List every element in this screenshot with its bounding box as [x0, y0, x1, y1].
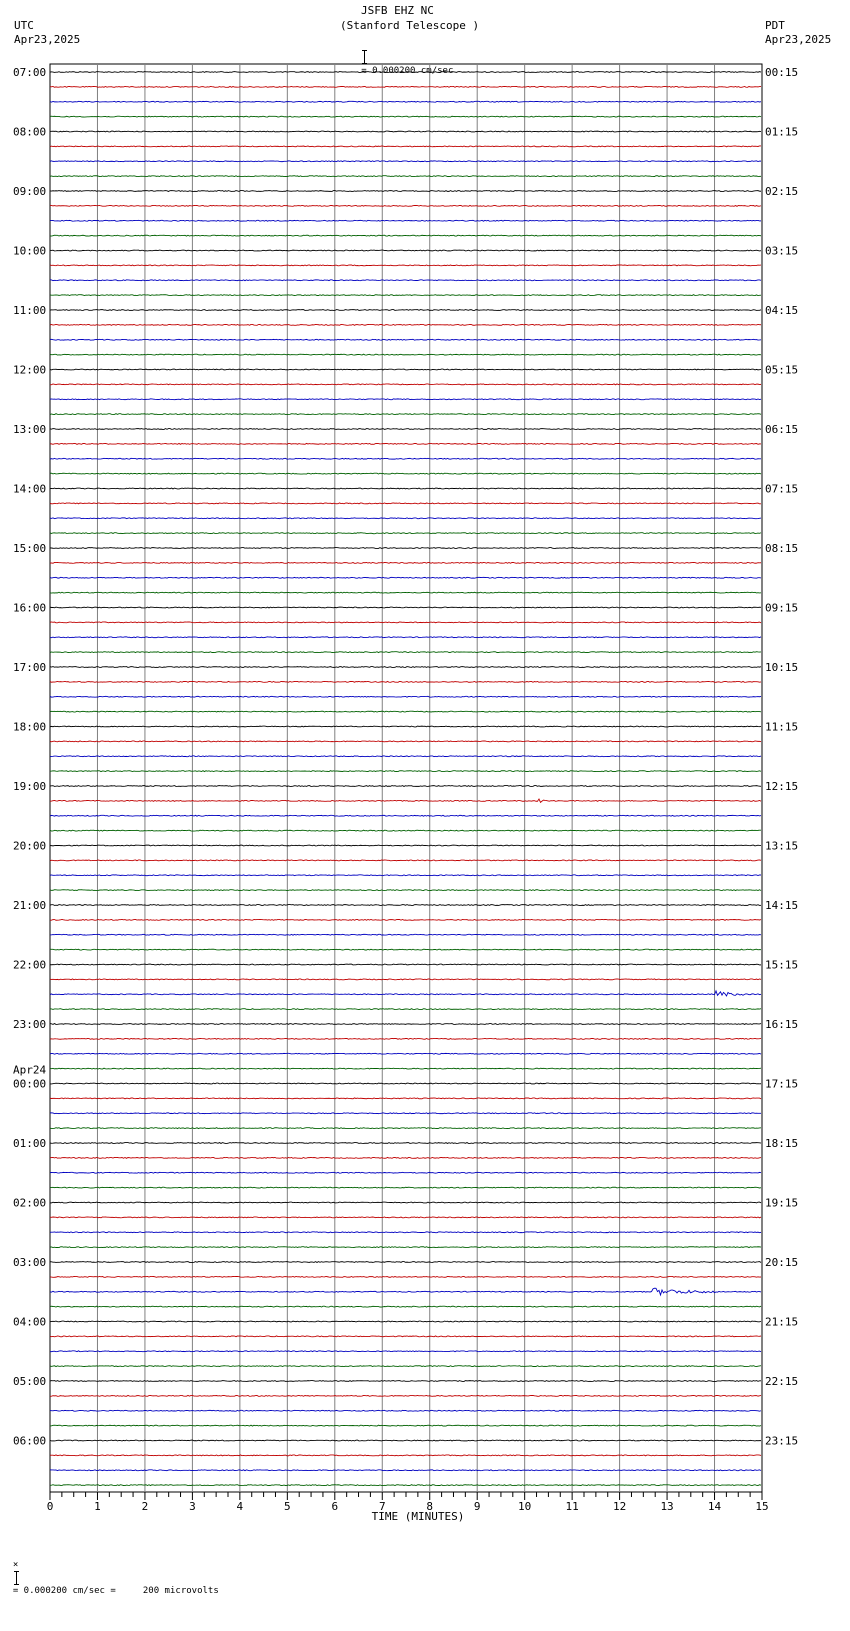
- seismic-trace: [50, 1053, 761, 1054]
- utc-hour-label: 09:00: [13, 185, 47, 198]
- x-tick-label: 15: [755, 1500, 769, 1513]
- scale-text: = 0.000200 cm/sec: [361, 66, 454, 76]
- pdt-hour-label: 01:15: [765, 125, 799, 139]
- seismic-trace: [50, 786, 761, 787]
- pdt-hour-label: 10:15: [765, 661, 799, 674]
- seismic-trace: [50, 533, 761, 534]
- x-tick-label: 13: [660, 1500, 674, 1513]
- seismic-trace: [50, 830, 761, 831]
- utc-hour-label: 23:00: [13, 1018, 47, 1031]
- utc-hour-label: 04:00: [13, 1315, 47, 1329]
- seismic-trace: [50, 518, 761, 519]
- pdt-hour-label: 12:15: [765, 780, 799, 793]
- utc-hour-label: 01:00: [13, 1137, 47, 1150]
- seismic-trace: [50, 1202, 761, 1203]
- seismic-trace: [50, 1187, 761, 1188]
- seismic-trace: [50, 116, 761, 117]
- pdt-hour-label: 00:15: [765, 66, 799, 79]
- x-tick-label: 8: [426, 1500, 434, 1513]
- seismic-trace: [50, 711, 761, 712]
- pdt-hour-label: 11:15: [765, 720, 799, 734]
- x-tick-label: 0: [46, 1500, 54, 1513]
- seismic-trace: [50, 652, 761, 653]
- seismic-trace: [50, 949, 761, 950]
- seismic-trace: [50, 131, 761, 132]
- subtitle: (Stanford Telescope ): [340, 19, 480, 32]
- title: JSFB EHZ NC: [361, 4, 434, 17]
- x-tick-label: 12: [612, 1500, 627, 1513]
- seismic-trace: [50, 548, 761, 549]
- seismic-trace: [50, 577, 761, 578]
- x-tick-label: 5: [284, 1500, 291, 1513]
- utc-hour-label: 05:00: [13, 1375, 47, 1388]
- seismic-trace: [50, 681, 761, 682]
- seismic-trace: [50, 1485, 761, 1486]
- seismic-trace: [50, 280, 761, 281]
- x-tick-label: 6: [331, 1500, 339, 1513]
- seismic-trace: [50, 310, 761, 311]
- x-tick-label: 11: [565, 1500, 579, 1513]
- seismic-trace: [50, 622, 761, 623]
- utc-hour-label: 07:00: [13, 66, 47, 79]
- utc-hour-label: 15:00: [13, 542, 47, 555]
- footer-scale: [2, 1547, 219, 1597]
- pdt-hour-label: 02:15: [765, 185, 799, 198]
- utc-hour-label: 03:00: [13, 1256, 47, 1269]
- seismic-trace: [50, 339, 761, 340]
- seismic-trace: [50, 295, 761, 296]
- pdt-hour-label: 04:15: [765, 304, 799, 317]
- seismic-trace: [50, 1143, 761, 1144]
- seismic-trace: [50, 1083, 761, 1084]
- utc-hour-label: 13:00: [13, 423, 47, 436]
- seismic-trace: [50, 1068, 761, 1069]
- seismic-trace: [50, 875, 761, 876]
- seismic-trace: [50, 1470, 761, 1471]
- seismic-trace: [50, 1232, 761, 1233]
- seismic-trace: [50, 726, 761, 727]
- seismic-trace: [50, 1024, 761, 1025]
- seismic-trace: [50, 771, 761, 772]
- utc-hour-label: 10:00: [13, 244, 47, 258]
- seismic-trace: [50, 1306, 761, 1307]
- seismic-trace: [50, 86, 761, 87]
- seismic-trace: [50, 473, 761, 474]
- seismic-trace: [50, 205, 761, 206]
- seismic-trace: [50, 934, 761, 935]
- left-date: Apr23,2025: [14, 33, 81, 46]
- pdt-hour-label: 08:15: [765, 542, 799, 555]
- right-date: Apr23,2025: [765, 33, 832, 46]
- pdt-hour-label: 18:15: [765, 1137, 799, 1150]
- seismic-trace: [50, 250, 761, 251]
- seismic-trace: [50, 1009, 761, 1010]
- seismic-trace: [50, 458, 761, 459]
- seismic-trace: [50, 1098, 761, 1099]
- seismic-trace: [50, 991, 761, 996]
- seismic-trace: [50, 1113, 761, 1114]
- seismic-trace: [50, 1425, 761, 1426]
- seismic-trace: [50, 1172, 761, 1173]
- utc-hour-label: 08:00: [13, 125, 47, 139]
- seismic-trace: [50, 562, 761, 563]
- seismic-trace: [50, 979, 761, 980]
- seismic-trace: [50, 1038, 761, 1039]
- seismic-trace: [50, 1157, 761, 1158]
- pdt-hour-label: 14:15: [765, 899, 799, 912]
- seismic-trace: [50, 443, 761, 444]
- seismic-trace: [50, 905, 761, 906]
- seismic-trace: [50, 592, 761, 593]
- x-tick-label: 7: [378, 1500, 386, 1513]
- seismic-trace: [50, 1351, 761, 1352]
- seismic-trace: [50, 414, 761, 415]
- seismic-trace: [50, 429, 761, 430]
- pdt-hour-label: 03:15: [765, 244, 799, 258]
- seismic-trace: [50, 1247, 761, 1248]
- pdt-hour-label: 21:15: [765, 1315, 799, 1329]
- utc-hour-label: 00:00: [13, 1077, 47, 1091]
- seismic-trace: [50, 696, 761, 697]
- seismic-trace: [50, 146, 761, 147]
- seismic-trace: [50, 101, 761, 102]
- pdt-hour-label: 05:15: [765, 363, 799, 377]
- seismic-trace: [50, 1455, 761, 1456]
- seismic-trace: [50, 845, 761, 846]
- seismic-trace: [50, 1336, 761, 1337]
- left-timezone: UTC: [14, 19, 34, 32]
- footer-scale-text: = 0.000200 cm/sec = 200 microvolts: [12, 1586, 219, 1596]
- seismic-trace: [50, 815, 761, 816]
- utc-hour-label: 17:00: [13, 661, 47, 674]
- utc-hour-label: 22:00: [13, 958, 47, 972]
- seismic-trace: [50, 1217, 761, 1218]
- seismic-trace: [50, 1410, 761, 1411]
- utc-hour-label: 21:00: [13, 899, 47, 912]
- seismic-trace: [50, 1395, 761, 1396]
- pdt-hour-label: 20:15: [765, 1256, 799, 1269]
- pdt-hour-label: 19:15: [765, 1196, 799, 1210]
- utc-hour-label: 20:00: [13, 839, 47, 853]
- pdt-hour-label: 06:15: [765, 423, 799, 436]
- x-tick-label: 4: [236, 1500, 244, 1513]
- plot-frame: [50, 64, 762, 1492]
- pdt-hour-label: 17:15: [765, 1077, 799, 1091]
- utc-hour-label: 19:00: [13, 780, 47, 793]
- seismic-trace: [50, 860, 761, 861]
- utc-hour-label: 14:00: [13, 482, 47, 496]
- seismic-trace: [50, 1366, 761, 1367]
- pdt-hour-label: 09:15: [765, 601, 799, 615]
- seismic-trace: [50, 1262, 761, 1263]
- footer-scale-bar-icon: [13, 1571, 19, 1585]
- seismic-trace: [50, 667, 761, 668]
- seismic-trace: [50, 220, 761, 221]
- seismic-trace: [50, 384, 761, 385]
- pdt-hour-label: 07:15: [765, 482, 799, 496]
- pdt-hour-label: 23:15: [765, 1434, 799, 1448]
- right-timezone: PDT: [765, 19, 785, 32]
- pdt-hour-label: 15:15: [765, 958, 799, 972]
- pdt-hour-label: 16:15: [765, 1018, 799, 1031]
- seismic-trace: [50, 488, 761, 489]
- x-tick-label: 14: [707, 1500, 722, 1513]
- seismic-trace: [50, 503, 761, 504]
- date-change-label: Apr24: [13, 1063, 47, 1077]
- x-tick-label: 9: [473, 1500, 481, 1513]
- seismic-trace: [50, 72, 761, 73]
- seismic-trace: [50, 324, 761, 325]
- seismic-trace: [50, 799, 761, 802]
- utc-hour-label: 16:00: [13, 601, 47, 615]
- seismic-trace: [50, 399, 761, 400]
- seismic-trace: [50, 1276, 761, 1277]
- seismic-trace: [50, 637, 761, 638]
- seismic-trace: [50, 919, 761, 920]
- seismic-trace: [50, 964, 761, 965]
- x-axis-label: TIME (MINUTES): [371, 1510, 465, 1523]
- seismic-trace: [50, 890, 761, 891]
- utc-hour-label: 18:00: [13, 720, 47, 734]
- seismic-trace: [50, 265, 761, 266]
- seismic-trace: [50, 161, 761, 162]
- seismic-trace: [50, 1440, 761, 1441]
- pdt-hour-label: 13:15: [765, 839, 799, 853]
- utc-hour-label: 11:00: [13, 304, 47, 317]
- seismic-trace: [50, 176, 761, 177]
- x-tick-label: 1: [94, 1500, 101, 1513]
- footer-marker: ×: [12, 1560, 19, 1570]
- utc-hour-label: 12:00: [13, 363, 47, 377]
- x-tick-label: 3: [189, 1500, 196, 1513]
- seismic-trace: [50, 1321, 761, 1322]
- seismic-trace: [50, 369, 761, 370]
- seismic-trace: [50, 1288, 761, 1295]
- seismic-trace: [50, 1381, 761, 1382]
- seismic-trace: [50, 354, 761, 355]
- x-tick-label: 2: [141, 1500, 149, 1513]
- pdt-hour-label: 22:15: [765, 1375, 799, 1388]
- seismic-trace: [50, 235, 761, 236]
- utc-hour-label: 06:00: [13, 1434, 47, 1448]
- seismic-trace: [50, 756, 761, 757]
- utc-hour-label: 02:00: [13, 1196, 47, 1210]
- seismic-trace: [50, 1128, 761, 1129]
- x-tick-label: 10: [518, 1500, 532, 1513]
- seismic-trace: [50, 607, 761, 608]
- seismic-trace: [50, 191, 761, 192]
- seismic-trace: [50, 741, 761, 742]
